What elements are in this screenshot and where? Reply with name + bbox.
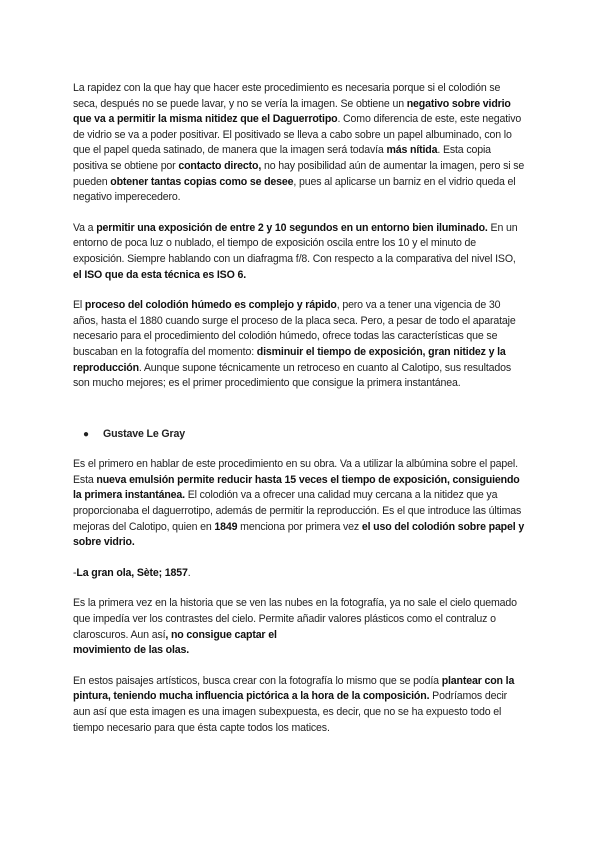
bold-text: contacto directo,: [178, 159, 262, 172]
paragraph-p5: [73, 566, 527, 582]
paragraph-p4: [73, 457, 527, 551]
bullet-item: [73, 427, 527, 443]
paragraph-group-1: [73, 81, 527, 392]
paragraph-p7: [73, 674, 527, 736]
text-run: . Aunque supone técnicamente un retroceso en cuanto al Calotipo, sus resultados son mucho mejores; es el primer procedimiento que consigue la primera instantánea.: [73, 361, 512, 390]
text-run: El colodión va a ofrecer una calidad muy cercana a la nitidez que ya proporcionaba el daguerrotipo, además de permitir la reproducción. Es el que introduce las últimas mejoras del Calotipo, quien en: [73, 489, 522, 533]
bold-text: el uso del colodión sobre papel y sobre vidrio.: [73, 520, 525, 549]
bold-text: disminuir el tiempo de exposición, gran nitidez y la reproducción: [73, 345, 506, 374]
text-run: menciona por primera vez: [237, 520, 362, 533]
bold-text: 1849: [214, 520, 238, 533]
bold-text: el ISO que da esta técnica es ISO 6.: [73, 268, 247, 281]
bold-text: más nítida: [386, 144, 438, 157]
text-run: Podríamos decir aun así que esta imagen es una imagen subexpuesta, es decir, que no se ha expuesto todo el tiempo necesario para que ésta capte todos los matices.: [73, 690, 508, 734]
text-run: . Como diferencia de este, este negativo de vidrio se va a poder positivar. El positivado se lleva a cabo sobre un papel albuminado, con lo que el papel queda satinado, de manera que la imagen será todavía: [73, 113, 522, 157]
bold-text: La gran ola, Sète; 1857: [76, 566, 188, 579]
paragraph-p6: [73, 596, 527, 658]
bold-text: proceso del colodión húmedo es complejo y rápido: [84, 299, 337, 312]
paragraph-p1: [73, 81, 527, 206]
text-run: Va a: [73, 221, 97, 234]
paragraph-p2: [73, 221, 527, 283]
bold-text: nueva emulsión permite reducir hasta 15 veces el tiempo de exposición, consiguiendo la primera instantánea.: [73, 473, 520, 502]
paragraph-group-2: [73, 457, 527, 736]
document-body: [73, 81, 527, 751]
bold-text: negativo sobre vidrio que va a permitir la misma nitidez que el Daguerrotipo: [73, 97, 511, 126]
paragraph-p3: [73, 298, 527, 392]
text-run: Es la primera vez en la historia que se ven las nubes en la fotografía, ya no sale el cielo quemado que impedía ver los contrastes del cielo. Permite añadir valores plásticos como el contraluz o claroscuros. Aun así: [73, 597, 517, 641]
text-run: La rapidez con la que hay que hacer este procedimiento es necesaria porque si el colodión se seca, después no se puede lavar, y no se vería la imagen. Se obtiene un: [73, 82, 501, 110]
text-run: no hay posibilidad aún de aumentar la imagen, pero si se pueden: [73, 159, 525, 188]
text-run: Es el primero en hablar de este procedimiento en su obra. Va a utilizar la albúmina sobre el papel. Esta: [73, 458, 518, 486]
text-run: -: [73, 566, 77, 579]
text-run: El: [73, 299, 85, 312]
text-run: .: [187, 566, 191, 579]
bullet-dot-icon: ●: [83, 428, 89, 440]
bold-text: plantear con la pintura, teniendo mucha influencia pictórica a la hora de la composición.: [73, 674, 515, 703]
bold-text: permitir una exposición de entre 2 y 10 segundos en un entorno bien iluminado.: [96, 221, 488, 234]
bullet-heading: Gustave Le Gray: [103, 427, 185, 440]
bold-text: obtener tantas copias como se desee: [110, 175, 294, 188]
text-run: , pues al aplicarse un barniz en el vidrio queda el negativo imperecedero.: [73, 175, 516, 204]
bold-text: movimiento de las olas.: [73, 644, 190, 657]
bold-text: , no consigue captar el: [165, 628, 277, 641]
text-run: En estos paisajes artísticos, busca crear con la fotografía lo mismo que se podía: [73, 674, 442, 687]
text-run: En un entorno de poca luz o nublado, el tiempo de exposición oscila entre los 10 y el minuto de exposición. Siempre hablando con un diafragma f/8. Con respecto a la comparativa del nivel ISO,: [73, 221, 518, 265]
text-run: , pero va a tener una vigencia de 30 años, hasta el 1880 cuando surge el proceso de la placa seca. Pero, a pesar de todo el aparataje necesario para el procedimiento del colodión húmedo, ofrece todas las características que se buscaban en la fotografía del momento:: [73, 299, 516, 358]
text-run: . Esta copia positiva se obtiene por: [73, 144, 491, 172]
